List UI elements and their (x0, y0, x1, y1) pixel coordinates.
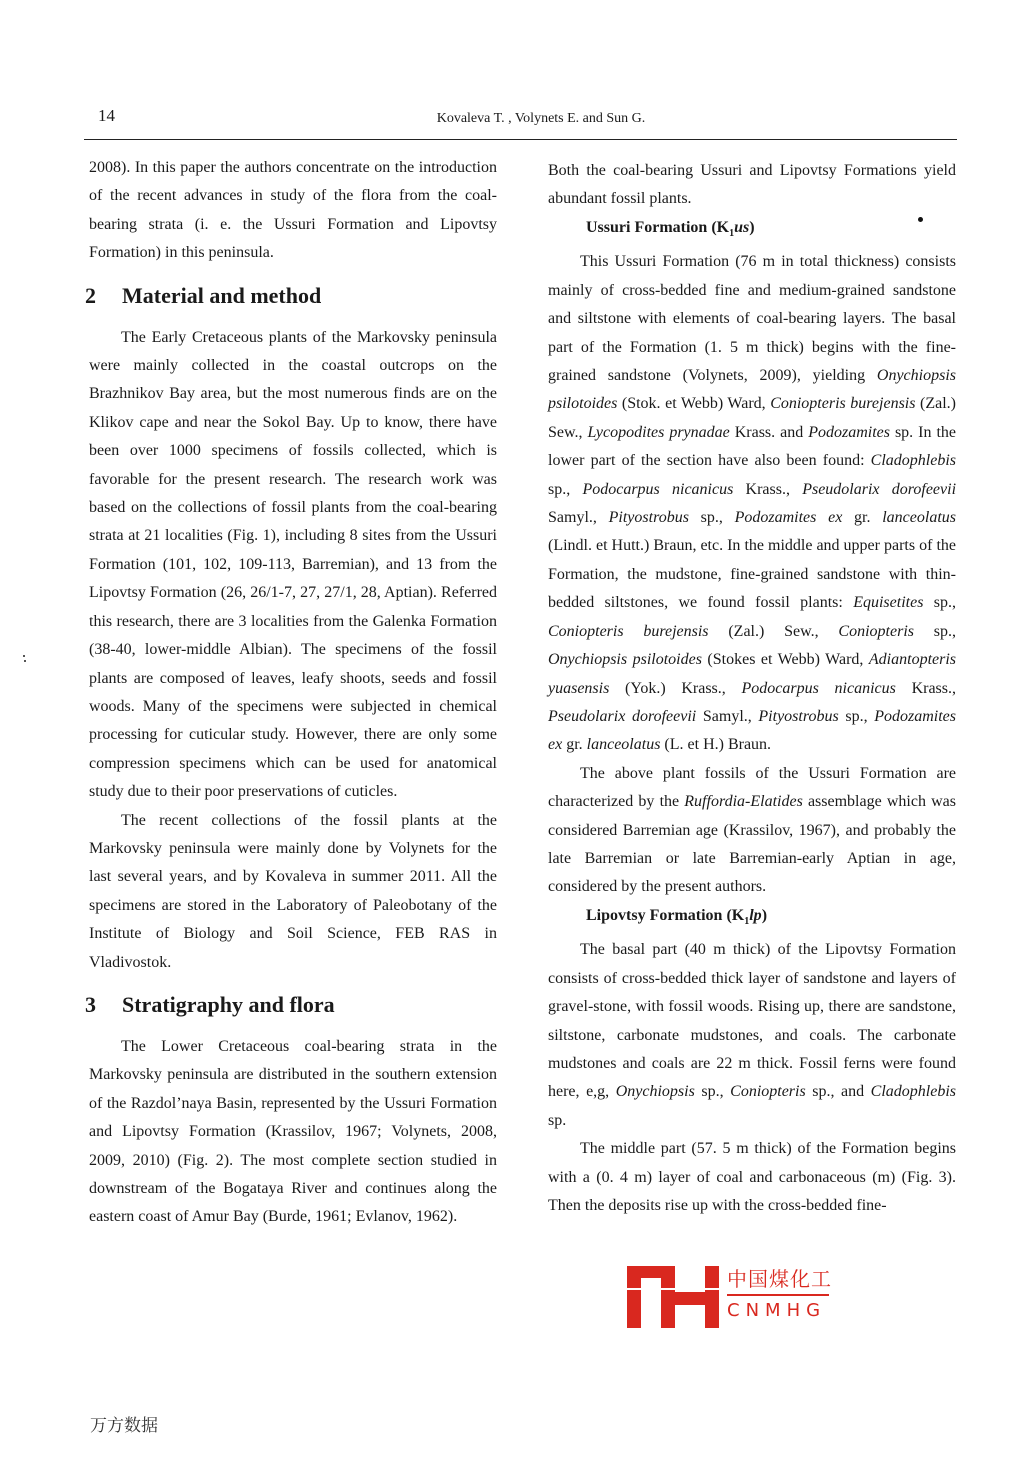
assemblage-name: Ruffordia-Elatides (684, 793, 803, 811)
taxon-name: Onychiopsis psilotoides (548, 367, 956, 413)
taxon-name: Adiantopteris yuasensis (548, 651, 957, 697)
formation-symbol: K (716, 218, 730, 236)
body-paragraph: The recent collections of the fossil plants at the Markovsky peninsula were mainly done by Volynets for the last several years, and by Kovaleva in summer 2011. All the specimens are stored in the Laboratory of Paleobotany of the Institute of Biology and Soil Science, FEB RAS in Vladivostok. (89, 811, 497, 971)
taxon-name: Pseudolarix dorofeevii (802, 480, 957, 498)
taxon-name: Coniopteris (730, 1083, 806, 1101)
header-rule (84, 139, 957, 140)
right-column (548, 157, 956, 1220)
section-number: 2 (85, 282, 96, 308)
taxon-name: Podozamites ex (548, 707, 956, 754)
subheading-text: Lipovtsy Formation (586, 906, 723, 924)
section-heading-stratigraphy-flora (85, 990, 497, 1020)
taxon-name: Equisetites (853, 594, 924, 612)
section-title: Material and method (122, 282, 322, 308)
taxon-name: Onychiopsis psilotoides (548, 651, 702, 669)
body-paragraph: The Lower Cretaceous coal-bearing strata in the Markovsky peninsula are distributed in the southern extension of the Razdol’naya Basin, represented by the Ussuri Formation and Lipovtsy Formation (Krassilov, 1967; Volynets, 2008, 2009, 2010) (Fig. 2). The most complete section studied in downstream of the Bogataya River and continues along the eastern coast of Amur Bay (Burde, 1961; Evlanov, 1962). (89, 1037, 497, 1226)
taxon-name: Pityostrobus (758, 707, 839, 725)
body-paragraph: The middle part (57. 5 m thick) of the Formation begins with a (0. 4 m) layer of coal and carbonaceous (m) (Fig. 3). Then the deposits rise up with the cross-bedded fine- (548, 1140, 956, 1214)
watermark-logo (627, 1266, 927, 1328)
intro-paragraph: 2008). In this paper the authors concentrate on the introduction of the recent advances in study of the flora from the coal-bearing strata (i. e. the Ussuri Formation and Lipovtsy Formation) in this peninsula. (89, 159, 497, 262)
cnmhg-logo-icon (627, 1266, 719, 1328)
taxon-name: Coniopteris burejensis (548, 622, 709, 640)
formation-symbol: K (731, 906, 745, 924)
body-paragraph: This Ussuri Formation (76 m in total thickness) consists mainly of cross-bedded fine and medium-grained sandstone and siltstone with elements of coal-bearing layers. The basal part of the Formation (1. 5 m thick) begins with the fine-grained sandstone (Volynets, 2009), yielding Onychiopsis psilotoides (Stok. et Webb) Ward, Coniopteris burejensis (Zal.) Sew., Lycopodites prynadae Krass. and Podozamites sp. In the lower part of the section have also been found: Cladophlebis sp., Podocarpus nicanicus Krass., Pseudolarix dorofeevii Samyl., Pityostrobus sp., Podozamites ex gr. lanceolatus (Lindl. et Hutt.) Braun, etc. In the middle and upper parts of the Formation, the mudstone, fine-grained sandstone with thin-bedded siltstones, we found fossil plants: Equisetites sp., Coniopteris burejensis (Zal.) Sew., Coniopteris sp., Onychiopsis psilotoides (Stokes et Webb) Ward, Adiantopteris yuasensis (Yok.) Krass., Podocarpus nicanicus Krass., Pseudolarix dorofeevii Samyl., Pityostrobus sp., Podozamites ex gr. lanceolatus (L. et H.) Braun. (548, 253, 957, 754)
taxon-name: Pseudolarix dorofeevii (548, 707, 697, 725)
scan-artifact-speck (23, 655, 25, 657)
scan-artifact-speck (24, 660, 26, 662)
taxon-name: Coniopteris burejensis (770, 395, 916, 413)
watermark-chinese-text: 中国煤化工 (727, 1267, 832, 1291)
taxon-name: Podocarpus nicanicus (741, 679, 896, 697)
formation-symbol-suffix: us (734, 218, 750, 236)
subheading-text: Ussuri Formation (586, 218, 708, 236)
taxon-name: Cladophlebis (870, 452, 956, 470)
taxon-name: lanceolatus (882, 509, 956, 527)
section-heading-material-method (85, 281, 497, 311)
section-number: 3 (85, 991, 96, 1017)
taxon-name: Podozamites (808, 423, 890, 441)
subheading-lipovtsy-formation: Lipovtsy Formation $(K_1lp)$ (586, 906, 768, 927)
formation-symbol-subscript: 1 (744, 915, 750, 927)
left-column (85, 154, 497, 1232)
body-paragraph: The basal part (40 m thick) of the Lipovtsy Formation consists of cross-bedded thick layer of sandstone and layers of gravel-stone, with fossil woods. Rising up, there are sandstone, siltstone, carbonate mudstones, and coals. The carbonate mudstones and coals are 22 m thick. Fossil ferns were found here, e,g, Onychiopsis sp., Coniopteris sp., and Cladophlebis sp. (548, 941, 956, 1129)
watermark-rule (727, 1294, 829, 1296)
continuation-paragraph: Both the coal-bearing Ussuri and Lipovtsy Formations yield abundant fossil plants. (548, 162, 956, 208)
subheading-ussuri-formation: Ussuri Formation $(K_1us)$ (586, 218, 755, 239)
taxon-name: Lycopodites prynadae (587, 423, 730, 441)
formation-symbol-suffix: lp (749, 906, 762, 924)
page-number: 14 (98, 106, 115, 125)
running-head: Kovaleva T. , Volynets E. and Sun G. (436, 111, 646, 126)
taxon-name: Cladophlebis (870, 1083, 956, 1101)
taxon-name: Podozamites ex (734, 509, 843, 527)
body-paragraph: The above plant fossils of the Ussuri Formation are characterized by the Ruffordia-Elatides assemblage which was considered Barremian age (Krassilov, 1967), and probably the late Barremian or late Barremian-early Aptian in age, considered by the present authors. (548, 764, 956, 896)
watermark-english-text: CNMHG (727, 1298, 826, 1324)
taxon-name: Onychiopsis (615, 1083, 695, 1101)
taxon-name: lanceolatus (586, 736, 661, 754)
formation-symbol-subscript: 1 (729, 228, 735, 239)
taxon-name: Podocarpus nicanicus (582, 480, 734, 498)
taxon-name: Pityostrobus (608, 509, 689, 527)
scan-artifact-dot (918, 217, 923, 222)
body-paragraph: The Early Cretaceous plants of the Markovsky peninsula were mainly collected in the coastal outcrops on the Brazhnikov Bay area, but the most numerous finds are on the Klikov cape and near the Sokol Bay. Up to know, there have been over 1000 specimens of fossils collected, which is favorable for the present research. The research work was based on the collections of fossil plants from the coal-bearing strata at 21 localities (Fig. 1), including 8 sites from the Ussuri Formation (101, 102, 109-113, Barremian), and 13 from the Lipovtsy Formation (26, 26/1-7, 27, 27/1, 28, Aptian). Referred this research, there are 3 localities from the Galenka Formation (38-40, lower-middle Albian). The specimens of the fossil plants are composed of leaves, leafy shoots, seeds and fossil woods. Many of the specimens were subjected in chemical processing for cuticular study. However, there are only some compression specimens which can be used for anatomical study due to their poor preservations of cuticles. (89, 328, 497, 801)
source-watermark-text: 万方数据 (90, 1416, 158, 1436)
section-title: Stratigraphy and flora (122, 991, 335, 1017)
taxon-name: Coniopteris (838, 622, 914, 640)
